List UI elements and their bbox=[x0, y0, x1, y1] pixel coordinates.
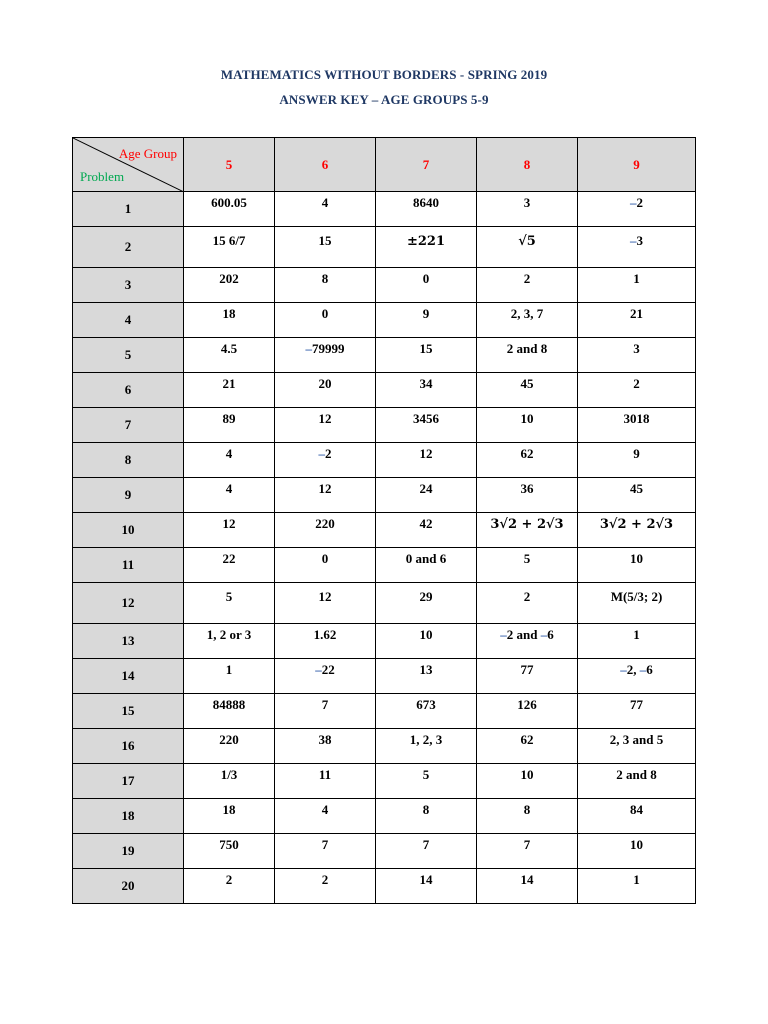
answer-value: 3√2 + 2√3 bbox=[599, 517, 674, 532]
minus-sign: – bbox=[639, 662, 647, 677]
minus-sign: – bbox=[500, 627, 507, 642]
answer-value: 1/3 bbox=[220, 767, 238, 782]
answer-cell bbox=[578, 834, 696, 869]
answer-value: 1 bbox=[225, 662, 233, 677]
answer-cell bbox=[477, 227, 578, 268]
answer-cell bbox=[477, 799, 578, 834]
answer-value: 3456 bbox=[413, 411, 439, 426]
answer-cell bbox=[184, 268, 275, 303]
answer-cell bbox=[184, 799, 275, 834]
answer-cell bbox=[275, 799, 376, 834]
answer-cell bbox=[275, 303, 376, 338]
answer-cell bbox=[578, 373, 696, 408]
answer-cell bbox=[578, 764, 696, 799]
answer-value: 20 bbox=[318, 376, 332, 391]
answer-value: 77 bbox=[520, 662, 534, 677]
answer-value: 2, 3, 7 bbox=[510, 306, 544, 321]
answer-value: 3 bbox=[633, 341, 640, 356]
table-row bbox=[73, 408, 696, 443]
answer-cell bbox=[477, 443, 578, 478]
answer-value: 220 bbox=[315, 516, 335, 531]
answer-cell bbox=[578, 583, 696, 624]
problem-number-cell: 4 bbox=[73, 303, 184, 338]
answer-cell bbox=[184, 303, 275, 338]
answer-cell bbox=[184, 729, 275, 764]
answer-value: 2 bbox=[523, 271, 531, 286]
answer-value: 13 bbox=[419, 662, 433, 677]
answer-cell bbox=[275, 478, 376, 513]
answer-value: 29 bbox=[419, 589, 433, 604]
answer-value: 10 bbox=[630, 551, 643, 566]
answer-cell bbox=[275, 227, 376, 268]
answer-value: 7 bbox=[321, 837, 329, 852]
minus-sign: – bbox=[315, 662, 322, 677]
answer-value: 24 bbox=[419, 481, 433, 496]
answer-value: 34 bbox=[419, 376, 433, 391]
answer-value: 84888 bbox=[212, 697, 246, 712]
answer-cell bbox=[275, 869, 376, 904]
answer-cell bbox=[184, 583, 275, 624]
problem-number-cell: 13 bbox=[73, 624, 184, 659]
answer-cell bbox=[477, 373, 578, 408]
table-row bbox=[73, 799, 696, 834]
answer-value: 10 bbox=[520, 767, 534, 782]
answer-cell bbox=[275, 338, 376, 373]
answer-cell bbox=[275, 268, 376, 303]
answer-value: ±221 bbox=[406, 234, 446, 249]
table-row bbox=[73, 869, 696, 904]
answer-cell bbox=[477, 694, 578, 729]
answer-cell bbox=[477, 338, 578, 373]
answer-cell bbox=[184, 869, 275, 904]
problem-number-cell: 15 bbox=[73, 694, 184, 729]
corner-header-cell bbox=[73, 138, 184, 192]
age-group-header: 7 bbox=[376, 138, 477, 192]
problem-number-cell: 2 bbox=[73, 227, 184, 268]
answer-value: 8640 bbox=[413, 195, 439, 210]
header-row bbox=[73, 138, 696, 192]
answer-value: 15 bbox=[419, 341, 433, 356]
table-row bbox=[73, 373, 696, 408]
age-group-header: 6 bbox=[275, 138, 376, 192]
problem-number-cell: 11 bbox=[73, 548, 184, 583]
answer-cell bbox=[477, 192, 578, 227]
problem-number-cell: 1 bbox=[73, 192, 184, 227]
answer-value: 2 bbox=[225, 872, 233, 887]
answer-cell bbox=[376, 548, 477, 583]
answer-value: 1 bbox=[633, 627, 640, 642]
answer-value: 9 bbox=[633, 446, 640, 461]
answer-value: M(5/3; 2) bbox=[610, 589, 663, 604]
table-row bbox=[73, 303, 696, 338]
answer-cell bbox=[275, 624, 376, 659]
answer-value: 1, 2 or 3 bbox=[206, 627, 252, 642]
answer-value: 12 bbox=[222, 516, 236, 531]
answer-cell bbox=[578, 268, 696, 303]
table-row bbox=[73, 834, 696, 869]
answer-cell bbox=[376, 764, 477, 799]
answer-cell bbox=[477, 659, 578, 694]
answer-value: 89 bbox=[222, 411, 236, 426]
answer-cell bbox=[477, 268, 578, 303]
answer-cell bbox=[578, 799, 696, 834]
answer-cell bbox=[376, 583, 477, 624]
answer-value: 5 bbox=[225, 589, 233, 604]
answer-cell bbox=[275, 764, 376, 799]
answer-cell bbox=[275, 548, 376, 583]
answer-value: 2 bbox=[523, 589, 531, 604]
minus-sign: – bbox=[630, 233, 637, 248]
answer-value: 22 bbox=[222, 551, 236, 566]
answer-value: 11 bbox=[318, 767, 332, 782]
answer-value: 5 bbox=[422, 767, 430, 782]
answer-value: 12 bbox=[318, 411, 332, 426]
answer-cell bbox=[376, 834, 477, 869]
answer-cell bbox=[376, 408, 477, 443]
answer-cell bbox=[578, 624, 696, 659]
minus-sign: – bbox=[318, 446, 325, 461]
answer-value: 42 bbox=[419, 516, 433, 531]
answer-value: 15 bbox=[318, 233, 332, 248]
answer-cell bbox=[578, 303, 696, 338]
answer-cell bbox=[477, 729, 578, 764]
answer-cell bbox=[376, 303, 477, 338]
answer-value: 18 bbox=[222, 802, 236, 817]
answer-value: –79999 bbox=[305, 341, 345, 356]
answer-cell bbox=[578, 729, 696, 764]
table-row bbox=[73, 583, 696, 624]
answer-value: 5 bbox=[523, 551, 531, 566]
problem-number-cell: 16 bbox=[73, 729, 184, 764]
table-row bbox=[73, 192, 696, 227]
problem-number-cell: 9 bbox=[73, 478, 184, 513]
answer-cell bbox=[275, 192, 376, 227]
answer-cell bbox=[578, 513, 696, 548]
answer-value: √5 bbox=[518, 234, 536, 249]
answer-value: 0 bbox=[321, 551, 329, 566]
answer-cell bbox=[275, 729, 376, 764]
answer-cell bbox=[477, 408, 578, 443]
table-row bbox=[73, 659, 696, 694]
problem-number-cell: 10 bbox=[73, 513, 184, 548]
table-row bbox=[73, 443, 696, 478]
problem-number-cell: 6 bbox=[73, 373, 184, 408]
answer-value: 0 bbox=[422, 271, 430, 286]
answer-cell bbox=[477, 624, 578, 659]
answer-value: 750 bbox=[219, 837, 239, 852]
age-group-header: 5 bbox=[184, 138, 275, 192]
answer-value: –2, –6 bbox=[620, 662, 653, 677]
answer-value: 21 bbox=[222, 376, 236, 391]
minus-sign: – bbox=[620, 662, 627, 677]
answer-cell bbox=[275, 408, 376, 443]
answer-cell bbox=[275, 659, 376, 694]
answer-value: 62 bbox=[520, 732, 534, 747]
table-row bbox=[73, 729, 696, 764]
table-row bbox=[73, 548, 696, 583]
answer-cell bbox=[477, 548, 578, 583]
answer-cell bbox=[578, 869, 696, 904]
answer-cell bbox=[477, 303, 578, 338]
table-row bbox=[73, 268, 696, 303]
problem-number-cell: 17 bbox=[73, 764, 184, 799]
answer-value: 600.05 bbox=[211, 195, 247, 210]
answer-cell bbox=[376, 799, 477, 834]
problem-number-cell: 8 bbox=[73, 443, 184, 478]
problem-number-cell: 19 bbox=[73, 834, 184, 869]
answer-value: 38 bbox=[318, 732, 332, 747]
answer-value: 45 bbox=[520, 376, 534, 391]
answer-value: 10 bbox=[630, 837, 643, 852]
answer-cell bbox=[376, 513, 477, 548]
answer-value: 3√2 + 2√3 bbox=[490, 517, 564, 532]
answer-value: 2 and 8 bbox=[616, 767, 657, 782]
minus-sign: – bbox=[630, 195, 637, 210]
answer-value: 9 bbox=[422, 306, 430, 321]
answer-cell bbox=[376, 192, 477, 227]
answer-value: 45 bbox=[630, 481, 643, 496]
answer-value: 8 bbox=[321, 271, 329, 286]
age-group-header: 9 bbox=[578, 138, 696, 192]
answer-value: 4 bbox=[321, 802, 329, 817]
document-title: MATHEMATICS WITHOUT BORDERS - SPRING 2019 bbox=[220, 67, 548, 82]
answer-cell bbox=[477, 834, 578, 869]
answer-cell bbox=[184, 408, 275, 443]
table-row bbox=[73, 624, 696, 659]
problem-number-cell: 14 bbox=[73, 659, 184, 694]
answer-cell bbox=[578, 192, 696, 227]
answer-value: 8 bbox=[523, 802, 531, 817]
answer-value: 3018 bbox=[623, 411, 650, 426]
document-subtitle: ANSWER KEY – AGE GROUPS 5-9 bbox=[279, 92, 489, 107]
answer-cell bbox=[578, 659, 696, 694]
answer-value: 10 bbox=[520, 411, 534, 426]
answer-cell bbox=[376, 443, 477, 478]
answer-cell bbox=[477, 764, 578, 799]
answer-cell bbox=[376, 478, 477, 513]
answer-cell bbox=[275, 583, 376, 624]
age-group-label: Age Group bbox=[118, 146, 177, 161]
answer-cell bbox=[184, 659, 275, 694]
problem-number-cell: 7 bbox=[73, 408, 184, 443]
answer-value: 8 bbox=[422, 802, 430, 817]
answer-value: 126 bbox=[517, 697, 537, 712]
answer-value: 0 and 6 bbox=[405, 551, 447, 566]
answer-cell bbox=[275, 834, 376, 869]
answer-value: 7 bbox=[422, 837, 430, 852]
answer-cell bbox=[184, 192, 275, 227]
answer-cell bbox=[578, 227, 696, 268]
answer-cell bbox=[477, 583, 578, 624]
answer-cell bbox=[184, 338, 275, 373]
minus-sign: – bbox=[540, 627, 548, 642]
table-row bbox=[73, 227, 696, 268]
answer-cell bbox=[578, 443, 696, 478]
answer-cell bbox=[376, 268, 477, 303]
answer-cell bbox=[376, 869, 477, 904]
table-row bbox=[73, 513, 696, 548]
problem-number-cell: 3 bbox=[73, 268, 184, 303]
answer-cell bbox=[376, 624, 477, 659]
answer-value: 1, 2, 3 bbox=[409, 732, 443, 747]
answer-value: 12 bbox=[318, 481, 332, 496]
answer-value: –2 bbox=[318, 446, 332, 461]
answer-cell bbox=[376, 694, 477, 729]
answer-cell bbox=[376, 729, 477, 764]
answer-cell bbox=[184, 624, 275, 659]
answer-cell bbox=[184, 834, 275, 869]
answer-cell bbox=[578, 408, 696, 443]
answer-value: 220 bbox=[219, 732, 239, 747]
answer-cell bbox=[275, 694, 376, 729]
answer-value: 4 bbox=[225, 446, 233, 461]
answer-value: 14 bbox=[520, 872, 534, 887]
answer-value: 15 6/7 bbox=[212, 233, 246, 248]
answer-value: 7 bbox=[523, 837, 531, 852]
answer-cell bbox=[477, 478, 578, 513]
answer-value: 36 bbox=[520, 481, 534, 496]
answer-cell bbox=[376, 373, 477, 408]
problem-number-cell: 12 bbox=[73, 583, 184, 624]
answer-value: 2 and 8 bbox=[506, 341, 548, 356]
answer-value: 3 bbox=[523, 195, 531, 210]
answer-cell bbox=[376, 227, 477, 268]
answer-cell bbox=[477, 869, 578, 904]
answer-cell bbox=[275, 443, 376, 478]
answer-value: 1 bbox=[633, 271, 640, 286]
answer-value: 7 bbox=[321, 697, 329, 712]
problem-number-cell: 5 bbox=[73, 338, 184, 373]
table-row bbox=[73, 478, 696, 513]
answer-value: 2 bbox=[321, 872, 329, 887]
problem-number-cell: 18 bbox=[73, 799, 184, 834]
table-row bbox=[73, 694, 696, 729]
answer-cell bbox=[578, 548, 696, 583]
answer-cell bbox=[477, 513, 578, 548]
answer-cell bbox=[184, 478, 275, 513]
answer-value: 673 bbox=[416, 697, 436, 712]
answer-cell bbox=[184, 513, 275, 548]
answer-value: 12 bbox=[419, 446, 433, 461]
answer-value: 14 bbox=[419, 872, 433, 887]
answer-cell bbox=[275, 513, 376, 548]
answer-value: 21 bbox=[630, 306, 643, 321]
answer-value: 84 bbox=[630, 802, 643, 817]
answer-value: –3 bbox=[630, 233, 643, 248]
answer-value: 12 bbox=[318, 589, 332, 604]
answer-value: 62 bbox=[520, 446, 534, 461]
answer-cell bbox=[275, 373, 376, 408]
table-row bbox=[73, 338, 696, 373]
answer-cell bbox=[376, 659, 477, 694]
answer-value: 2, 3 and 5 bbox=[609, 732, 664, 747]
answer-value: –2 bbox=[630, 195, 643, 210]
answer-cell bbox=[184, 227, 275, 268]
answer-value: –22 bbox=[315, 662, 335, 677]
answer-cell bbox=[184, 764, 275, 799]
age-group-header: 8 bbox=[477, 138, 578, 192]
answer-cell bbox=[184, 694, 275, 729]
answer-value: 0 bbox=[321, 306, 329, 321]
answer-cell bbox=[578, 478, 696, 513]
answer-cell bbox=[184, 373, 275, 408]
problem-number-cell: 20 bbox=[73, 869, 184, 904]
answer-cell bbox=[578, 694, 696, 729]
answer-value: 4.5 bbox=[220, 341, 238, 356]
answer-value: –2 and –6 bbox=[500, 627, 554, 642]
answer-value: 1 bbox=[633, 872, 640, 887]
answer-value: 2 bbox=[633, 376, 640, 391]
answer-value: 4 bbox=[225, 481, 233, 496]
answer-key-table bbox=[72, 137, 696, 904]
answer-value: 1.62 bbox=[313, 627, 337, 642]
answer-value: 18 bbox=[222, 306, 236, 321]
answer-cell bbox=[578, 338, 696, 373]
table-row bbox=[73, 764, 696, 799]
answer-value: 77 bbox=[630, 697, 643, 712]
answer-value: 10 bbox=[419, 627, 433, 642]
answer-cell bbox=[184, 443, 275, 478]
answer-value: 202 bbox=[219, 271, 239, 286]
answer-cell bbox=[376, 338, 477, 373]
minus-sign: – bbox=[305, 341, 312, 356]
answer-cell bbox=[184, 548, 275, 583]
problem-label: Problem bbox=[80, 169, 125, 184]
answer-value: 4 bbox=[321, 195, 329, 210]
